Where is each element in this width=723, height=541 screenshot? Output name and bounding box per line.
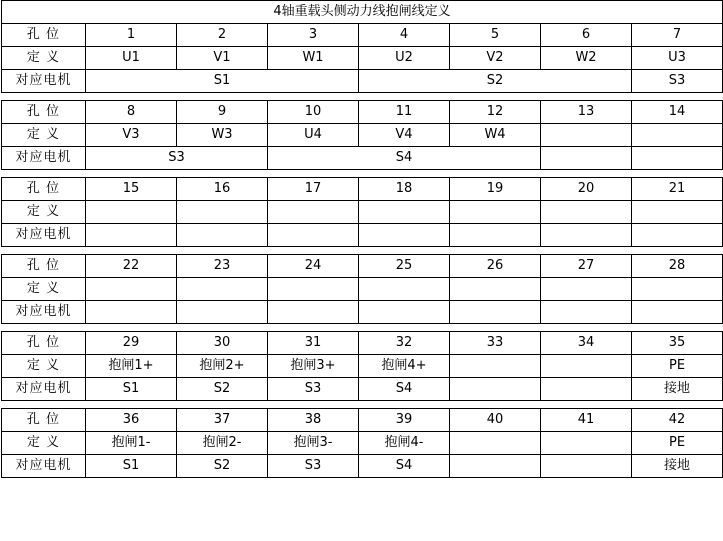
table-row xyxy=(2,101,723,124)
hole-cell: 37 xyxy=(177,409,268,432)
hole-cell: 2 xyxy=(177,24,268,47)
definition-cell: 抱闸3+ xyxy=(268,355,359,378)
motor-cell xyxy=(450,224,541,247)
hole-cell: 20 xyxy=(541,178,632,201)
hole-cell: 11 xyxy=(359,101,450,124)
definition-cell xyxy=(541,355,632,378)
row-label-motor: 对应电机 xyxy=(2,224,86,247)
definition-cell: W4 xyxy=(450,124,541,147)
row-label-motor: 对应电机 xyxy=(2,70,86,93)
block-spacer-cell xyxy=(2,247,723,255)
definition-cell: V2 xyxy=(450,47,541,70)
definition-cell: V4 xyxy=(359,124,450,147)
motor-cell: S4 xyxy=(359,378,450,401)
motor-cell: S3 xyxy=(268,378,359,401)
hole-cell: 1 xyxy=(86,24,177,47)
motor-cell xyxy=(450,301,541,324)
motor-cell: 接地 xyxy=(632,378,723,401)
motor-cell xyxy=(541,455,632,478)
table-row xyxy=(2,301,723,324)
hole-cell: 9 xyxy=(177,101,268,124)
definition-cell: W1 xyxy=(268,47,359,70)
definition-cell xyxy=(632,278,723,301)
table-row xyxy=(2,355,723,378)
block-spacer-cell xyxy=(2,324,723,332)
hole-cell: 35 xyxy=(632,332,723,355)
definition-cell xyxy=(541,201,632,224)
row-label-motor: 对应电机 xyxy=(2,147,86,170)
definition-cell: PE xyxy=(632,355,723,378)
table-row xyxy=(2,201,723,224)
definition-cell xyxy=(359,201,450,224)
definition-cell: V3 xyxy=(86,124,177,147)
table-row xyxy=(2,255,723,278)
table-row xyxy=(2,24,723,47)
hole-cell: 23 xyxy=(177,255,268,278)
table-row xyxy=(2,124,723,147)
hole-cell: 40 xyxy=(450,409,541,432)
motor-cell xyxy=(86,301,177,324)
definition-cell xyxy=(359,278,450,301)
hole-cell: 39 xyxy=(359,409,450,432)
block-spacer-cell xyxy=(2,170,723,178)
hole-cell: 16 xyxy=(177,178,268,201)
row-label-definition: 定 义 xyxy=(2,278,86,301)
page-title: 4轴重载头侧动力线抱闸线定义 xyxy=(2,1,723,24)
definition-cell: 抱闸1+ xyxy=(86,355,177,378)
hole-cell: 8 xyxy=(86,101,177,124)
motor-cell xyxy=(450,455,541,478)
motor-cell xyxy=(632,301,723,324)
hole-cell: 28 xyxy=(632,255,723,278)
block-spacer-cell xyxy=(2,401,723,409)
table-row xyxy=(2,147,723,170)
hole-cell: 41 xyxy=(541,409,632,432)
hole-cell: 5 xyxy=(450,24,541,47)
hole-cell: 22 xyxy=(86,255,177,278)
row-label-hole: 孔 位 xyxy=(2,101,86,124)
motor-cell xyxy=(177,224,268,247)
hole-cell: 3 xyxy=(268,24,359,47)
hole-cell: 36 xyxy=(86,409,177,432)
definition-cell: 抱闸4+ xyxy=(359,355,450,378)
hole-cell: 19 xyxy=(450,178,541,201)
definition-cell xyxy=(541,278,632,301)
row-label-definition: 定 义 xyxy=(2,201,86,224)
block-spacer xyxy=(2,93,723,101)
motor-cell xyxy=(541,224,632,247)
motor-cell: S2 xyxy=(359,70,632,93)
definition-cell: 抱闸2- xyxy=(177,432,268,455)
definition-cell: U1 xyxy=(86,47,177,70)
definition-cell xyxy=(268,278,359,301)
motor-cell xyxy=(632,224,723,247)
motor-cell xyxy=(359,301,450,324)
hole-cell: 30 xyxy=(177,332,268,355)
hole-cell: 6 xyxy=(541,24,632,47)
motor-cell: S1 xyxy=(86,378,177,401)
definition-cell xyxy=(541,432,632,455)
table-row xyxy=(2,178,723,201)
hole-cell: 15 xyxy=(86,178,177,201)
row-label-definition: 定 义 xyxy=(2,432,86,455)
definition-cell: 抱闸1- xyxy=(86,432,177,455)
definition-cell: U2 xyxy=(359,47,450,70)
row-label-motor: 对应电机 xyxy=(2,378,86,401)
table-row xyxy=(2,378,723,401)
block-spacer xyxy=(2,324,723,332)
hole-cell: 33 xyxy=(450,332,541,355)
hole-cell: 25 xyxy=(359,255,450,278)
pinout-table xyxy=(1,0,723,478)
definition-cell: U3 xyxy=(632,47,723,70)
table-row xyxy=(2,224,723,247)
motor-cell xyxy=(450,378,541,401)
hole-cell: 24 xyxy=(268,255,359,278)
row-label-definition: 定 义 xyxy=(2,355,86,378)
hole-cell: 13 xyxy=(541,101,632,124)
block-spacer xyxy=(2,401,723,409)
row-label-hole: 孔 位 xyxy=(2,332,86,355)
motor-cell: S2 xyxy=(177,455,268,478)
definition-cell xyxy=(450,201,541,224)
motor-cell: S3 xyxy=(86,147,268,170)
definition-cell: V1 xyxy=(177,47,268,70)
hole-cell: 26 xyxy=(450,255,541,278)
definition-cell xyxy=(632,201,723,224)
definition-cell xyxy=(86,201,177,224)
definition-cell: 抱闸4- xyxy=(359,432,450,455)
definition-cell xyxy=(268,201,359,224)
row-label-definition: 定 义 xyxy=(2,124,86,147)
table-row xyxy=(2,332,723,355)
definition-cell xyxy=(450,355,541,378)
motor-cell: S1 xyxy=(86,455,177,478)
motor-cell xyxy=(541,147,632,170)
definition-cell: PE xyxy=(632,432,723,455)
definition-cell: W2 xyxy=(541,47,632,70)
block-spacer xyxy=(2,170,723,178)
motor-cell: S3 xyxy=(268,455,359,478)
hole-cell: 34 xyxy=(541,332,632,355)
definition-cell: U4 xyxy=(268,124,359,147)
row-label-motor: 对应电机 xyxy=(2,301,86,324)
motor-cell xyxy=(268,224,359,247)
hole-cell: 10 xyxy=(268,101,359,124)
hole-cell: 31 xyxy=(268,332,359,355)
motor-cell: 接地 xyxy=(632,455,723,478)
hole-cell: 17 xyxy=(268,178,359,201)
hole-cell: 7 xyxy=(632,24,723,47)
definition-cell xyxy=(177,278,268,301)
table-row xyxy=(2,455,723,478)
motor-cell xyxy=(177,301,268,324)
definition-cell xyxy=(541,124,632,147)
definition-cell: 抱闸2+ xyxy=(177,355,268,378)
definition-cell xyxy=(450,278,541,301)
row-label-motor: 对应电机 xyxy=(2,455,86,478)
block-spacer xyxy=(2,247,723,255)
table-row xyxy=(2,70,723,93)
hole-cell: 14 xyxy=(632,101,723,124)
row-label-hole: 孔 位 xyxy=(2,409,86,432)
definition-cell xyxy=(177,201,268,224)
definition-cell xyxy=(632,124,723,147)
definition-cell xyxy=(86,278,177,301)
hole-cell: 21 xyxy=(632,178,723,201)
block-spacer-cell xyxy=(2,93,723,101)
row-label-hole: 孔 位 xyxy=(2,24,86,47)
row-label-definition: 定 义 xyxy=(2,47,86,70)
definition-cell: W3 xyxy=(177,124,268,147)
table-row xyxy=(2,409,723,432)
motor-cell: S4 xyxy=(268,147,541,170)
motor-cell: S2 xyxy=(177,378,268,401)
table-row xyxy=(2,47,723,70)
hole-cell: 18 xyxy=(359,178,450,201)
hole-cell: 29 xyxy=(86,332,177,355)
motor-cell: S4 xyxy=(359,455,450,478)
title-row xyxy=(2,1,723,24)
table-row xyxy=(2,278,723,301)
definition-cell xyxy=(450,432,541,455)
row-label-hole: 孔 位 xyxy=(2,255,86,278)
motor-cell xyxy=(86,224,177,247)
row-label-hole: 孔 位 xyxy=(2,178,86,201)
motor-cell xyxy=(359,224,450,247)
motor-cell: S3 xyxy=(632,70,723,93)
hole-cell: 32 xyxy=(359,332,450,355)
motor-cell xyxy=(268,301,359,324)
hole-cell: 42 xyxy=(632,409,723,432)
motor-cell xyxy=(632,147,723,170)
hole-cell: 38 xyxy=(268,409,359,432)
motor-cell: S1 xyxy=(86,70,359,93)
motor-cell xyxy=(541,301,632,324)
table-row xyxy=(2,432,723,455)
motor-cell xyxy=(541,378,632,401)
hole-cell: 4 xyxy=(359,24,450,47)
hole-cell: 12 xyxy=(450,101,541,124)
hole-cell: 27 xyxy=(541,255,632,278)
definition-cell: 抱闸3- xyxy=(268,432,359,455)
